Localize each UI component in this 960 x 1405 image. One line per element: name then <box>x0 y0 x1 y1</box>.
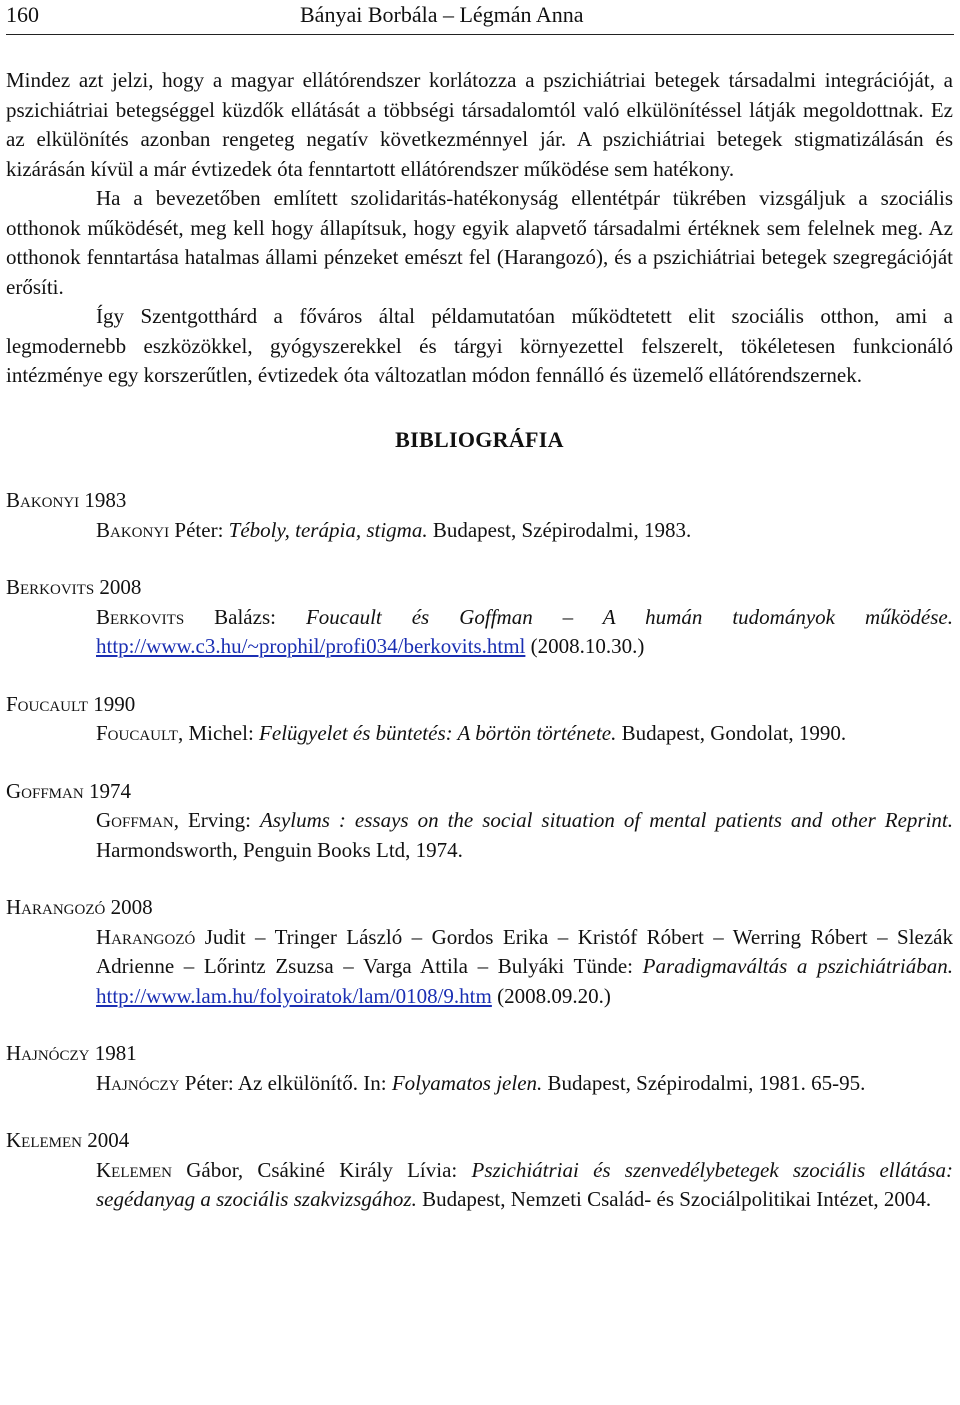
entry-key <box>6 573 953 603</box>
entry-given: , Michel: <box>177 721 260 745</box>
page-number: 160 <box>6 2 39 27</box>
bibliography-entry <box>6 1039 953 1098</box>
entry-author: Goffman <box>96 808 174 832</box>
entry-key-year: 1981 <box>94 1041 137 1065</box>
entry-work-title: Folyamatos jelen. <box>391 1070 543 1095</box>
entry-author: Hajnóczy <box>96 1070 180 1095</box>
page-header <box>6 0 954 35</box>
entry-key-name: Berkovits <box>6 575 95 599</box>
body-paragraph: Így Szentgotthárd a főváros által példamutatóan működtetett elit szociális otthon, ami a legmodernebb eszközökkel, gyógyszerekkel és tárgyi környezettel felszerelt, tökéletesen funkcionáló intézménye egy korszerűtlen, évtizedek óta változatlan módon fennálló és üzemelő ellátórendszernek. <box>6 304 953 387</box>
page-body <box>6 66 953 1243</box>
entry-url-link[interactable]: http://www.c3.hu/~prophil/profi034/berkovits.html <box>96 634 526 658</box>
entry-key-name: Foucault <box>6 691 88 716</box>
entry-publication: Budapest, Szépirodalmi, 1983. <box>427 517 692 542</box>
body-paragraph: Ha a bevezetőben említett szolidaritás-hatékonyság ellentétpár tükrében vizsgáljuk a szociális otthonok működését, meg kell hogy állapítsuk, hogy egyik alapvető társadalmi értéknek sem felelnek meg. Az otthonok fenntartása hatalmas állami pénzeket emészt fel (Harangozó), és a pszichiátriai betegek szegregációját erősíti. <box>6 186 953 299</box>
entry-key-year: 2004 <box>87 1128 130 1152</box>
entry-publication: Budapest, Nemzeti Család- és Szociálpolitikai Intézet, 2004. <box>416 1187 932 1211</box>
entry-publication: Budapest, Szépirodalmi, 1981. 65-95. <box>542 1070 866 1095</box>
bibliography-heading: BIBLIOGRÁFIA <box>395 426 564 452</box>
entry-key-name: Harangozó <box>6 895 106 919</box>
entry-key-year: 1974 <box>88 778 131 803</box>
entry-citation <box>6 719 953 749</box>
entry-access-date: (2008.10.30.) <box>525 634 645 658</box>
running-head: Bányai Borbála – Légmán Anna <box>300 2 584 27</box>
entry-citation <box>6 1069 953 1099</box>
entry-given: Péter: <box>169 517 229 542</box>
entry-key-year: 2008 <box>99 575 142 599</box>
entry-author: Kelemen <box>96 1157 172 1182</box>
entry-given: Gábor, Csákiné Király Lívia: <box>172 1157 472 1182</box>
bibliography-list <box>6 486 953 1215</box>
entry-key-name: Hajnóczy <box>6 1041 90 1065</box>
entry-key <box>6 690 953 720</box>
entry-work-title: Asylums : essays on the social situation of mental patients and other Reprint. <box>259 808 953 832</box>
entry-citation <box>6 923 953 1012</box>
entry-work-title: Pszichiátriai és szenvedélybetegek szociális ellátása: segédanyag a szociális szakvizsgához. <box>96 1157 953 1211</box>
entry-given: Balázs: <box>184 604 306 629</box>
bibliography-entry <box>6 486 953 545</box>
entry-key-year: 1983 <box>84 488 127 512</box>
bibliography-entry <box>6 777 953 866</box>
entry-key <box>6 486 953 516</box>
entry-citation <box>6 1156 953 1215</box>
entry-key <box>6 893 953 923</box>
entry-key-name: Bakonyi <box>6 488 80 512</box>
bibliography-entry <box>6 573 953 662</box>
entry-author: Bakonyi <box>96 517 170 542</box>
entry-citation <box>6 603 953 662</box>
entry-work-title: Téboly, terápia, stigma. <box>228 517 428 542</box>
entry-access-date: (2008.09.20.) <box>491 983 611 1008</box>
entry-publication: Harmondsworth, Penguin Books Ltd, 1974. <box>96 837 463 862</box>
entry-publication: Budapest, Gondolat, 1990. <box>616 721 847 745</box>
entry-author: Berkovits <box>96 604 185 629</box>
bibliography-entry <box>6 893 953 1011</box>
entry-key-name: Goffman <box>6 778 84 803</box>
entry-key <box>6 1039 953 1069</box>
entry-author: Harangozó <box>96 924 196 949</box>
entry-given: Péter: Az elkülönítő. In: <box>179 1070 392 1095</box>
entry-key <box>6 1126 953 1156</box>
entry-citation <box>6 516 953 546</box>
entry-author: Foucault <box>96 721 178 745</box>
entry-key-year: 2008 <box>110 895 153 919</box>
entry-citation <box>6 806 953 865</box>
bibliography-entry <box>6 690 953 749</box>
entry-work-title: Foucault és Goffman – A humán tudományok működése. <box>305 604 953 629</box>
entry-key <box>6 777 953 807</box>
entry-work-title: Felügyelet és büntetés: A börtön története. <box>259 721 617 745</box>
entry-key-year: 1990 <box>93 691 136 716</box>
entry-given: , Erving: <box>173 808 260 832</box>
entry-given: Judit – Tringer László – Gordos Erika – Kristóf Róbert – Werring Róbert – Slezák Adrienne – Lőrintz Zsuzsa – Varga Attila – Bulyáki Tünde: <box>96 924 953 978</box>
entry-url-link[interactable]: http://www.lam.hu/folyoiratok/lam/0108/9.htm <box>96 983 492 1008</box>
body-paragraph: Mindez azt jelzi, hogy a magyar ellátórendszer korlátozza a pszichiátriai betegek társadalmi integrációját, a pszichiátriai betegséggel küzdők ellátását a többségi társadalomtól való elkülönítéssel látják megoldottnak. Ez az elkülönítés azonban rengeteg negatív következménnyel jár. A pszichiátriai betegek stigmatizálásán és kizárásán kívül a már évtizedek óta fenntartott ellátórendszer működése sem hatékony. <box>6 68 953 181</box>
entry-key-name: Kelemen <box>6 1128 82 1152</box>
entry-work-title: Paradigmaváltás a pszichiátriában. <box>642 954 953 978</box>
bibliography-entry <box>6 1126 953 1215</box>
